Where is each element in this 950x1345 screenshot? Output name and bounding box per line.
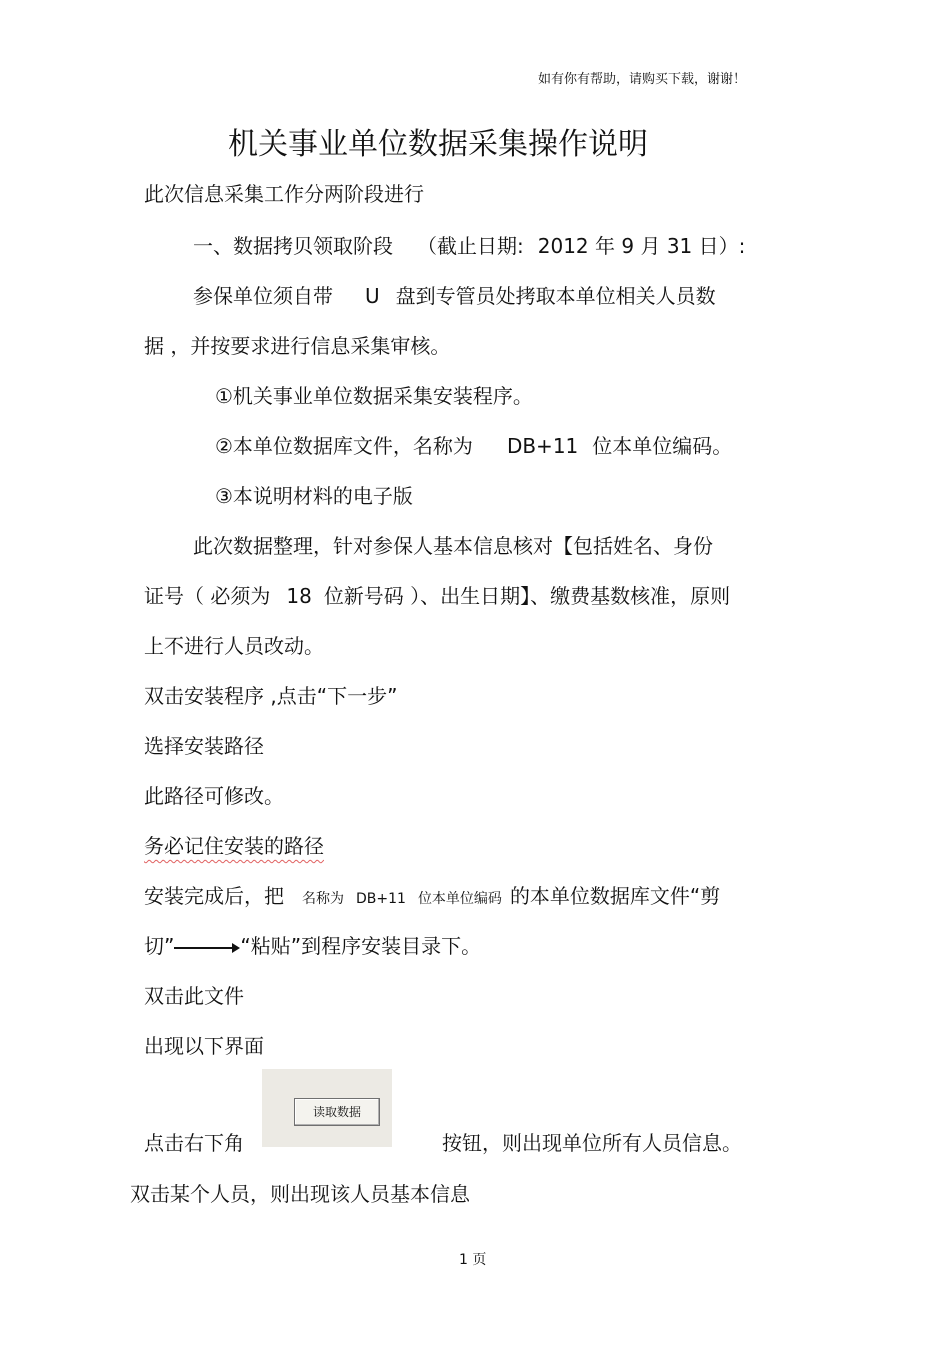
db-name: DB+11 [506, 434, 579, 458]
deadline-month: 9 [621, 234, 635, 258]
step-remember-path: 务必记住安装的路径 [144, 834, 324, 858]
after-install-code-label: 位本单位编码 [417, 891, 502, 907]
arrow-right-icon [174, 943, 240, 953]
list-item-1: ①机关事业单位数据采集安装程序。 [215, 384, 533, 408]
list-item-2 [215, 433, 732, 459]
step-cut-paste [144, 933, 481, 959]
para1-line1-part3: 盘到专管员处拷取本单位相关人员数 [395, 284, 716, 308]
digits-count: 18 [286, 584, 312, 608]
deadline-month-unit: 月 [640, 234, 661, 258]
stage1-heading-label: 一、数据拷贝领取阶段 [193, 234, 393, 258]
para2-line1: 此次数据整理，针对参保人基本信息核对【包括姓名、身份 [193, 534, 713, 558]
after-install-part5: 的本单位数据库文件“剪 [509, 884, 721, 908]
list-item-3: ③本说明材料的电子版 [215, 484, 413, 508]
after-install-part1: 安装完成后，把 [144, 884, 284, 908]
para2-line2-part3: 位新号码 ）、出生日期】、缴费基数核准，原则 [323, 584, 731, 608]
read-data-screenshot [262, 1069, 392, 1147]
page-title: 机关事业单位数据采集操作说明 [228, 127, 648, 162]
page-number: 1 [459, 1252, 468, 1268]
after-install-name-label: 名称为 [302, 891, 344, 907]
deadline-day: 31 [666, 234, 693, 258]
step-install: 双击安装程序 ,点击“下一步” [144, 684, 398, 708]
header-note: 如有你有帮助，请购买下载，谢谢！ [538, 72, 747, 87]
deadline-year: 2012 [537, 234, 589, 258]
cut-text: 切” [144, 934, 175, 958]
deadline-open: （截止日期: [417, 234, 524, 258]
step-click-corner-text: 点击右下角 [144, 1131, 244, 1155]
page-footer [459, 1251, 486, 1269]
step-after-install [144, 883, 720, 912]
step-path-modifiable: 此路径可修改。 [144, 784, 284, 808]
deadline-close: 日）: [698, 234, 746, 258]
paste-text: “粘贴”到程序安装目录下。 [240, 934, 482, 958]
para1-line1 [193, 283, 716, 309]
para2-line2 [144, 583, 730, 609]
read-data-button[interactable]: 读取数据 [294, 1098, 380, 1126]
list-item-2-part1: ②本单位数据库文件，名称为 [215, 434, 473, 458]
deadline-year-unit: 年 [595, 234, 616, 258]
para1-line1-part1: 参保单位须自带 [193, 284, 333, 308]
after-install-db-name: DB+11 [356, 891, 406, 907]
para2-line2-part1: 证号（ 必须为 [144, 584, 271, 608]
step-click-corner-result: 按钮，则出现单位所有人员信息。 [442, 1131, 742, 1155]
para2-line3: 上不进行人员改动。 [144, 634, 324, 658]
usb-letter: U [365, 284, 380, 308]
para1-line2: 据 ，并按要求进行信息采集审核。 [144, 334, 451, 358]
step-interface-appears: 出现以下界面 [144, 1034, 264, 1058]
step-double-click-person: 双击某个人员，则出现该人员基本信息 [130, 1182, 470, 1206]
intro-text: 此次信息采集工作分两阶段进行 [144, 182, 424, 206]
page-label: 页 [472, 1252, 487, 1268]
step-select-path: 选择安装路径 [144, 734, 264, 758]
list-item-2-part3: 位本单位编码。 [592, 434, 733, 458]
step-double-click-file: 双击此文件 [144, 984, 244, 1008]
stage1-heading [193, 233, 745, 259]
